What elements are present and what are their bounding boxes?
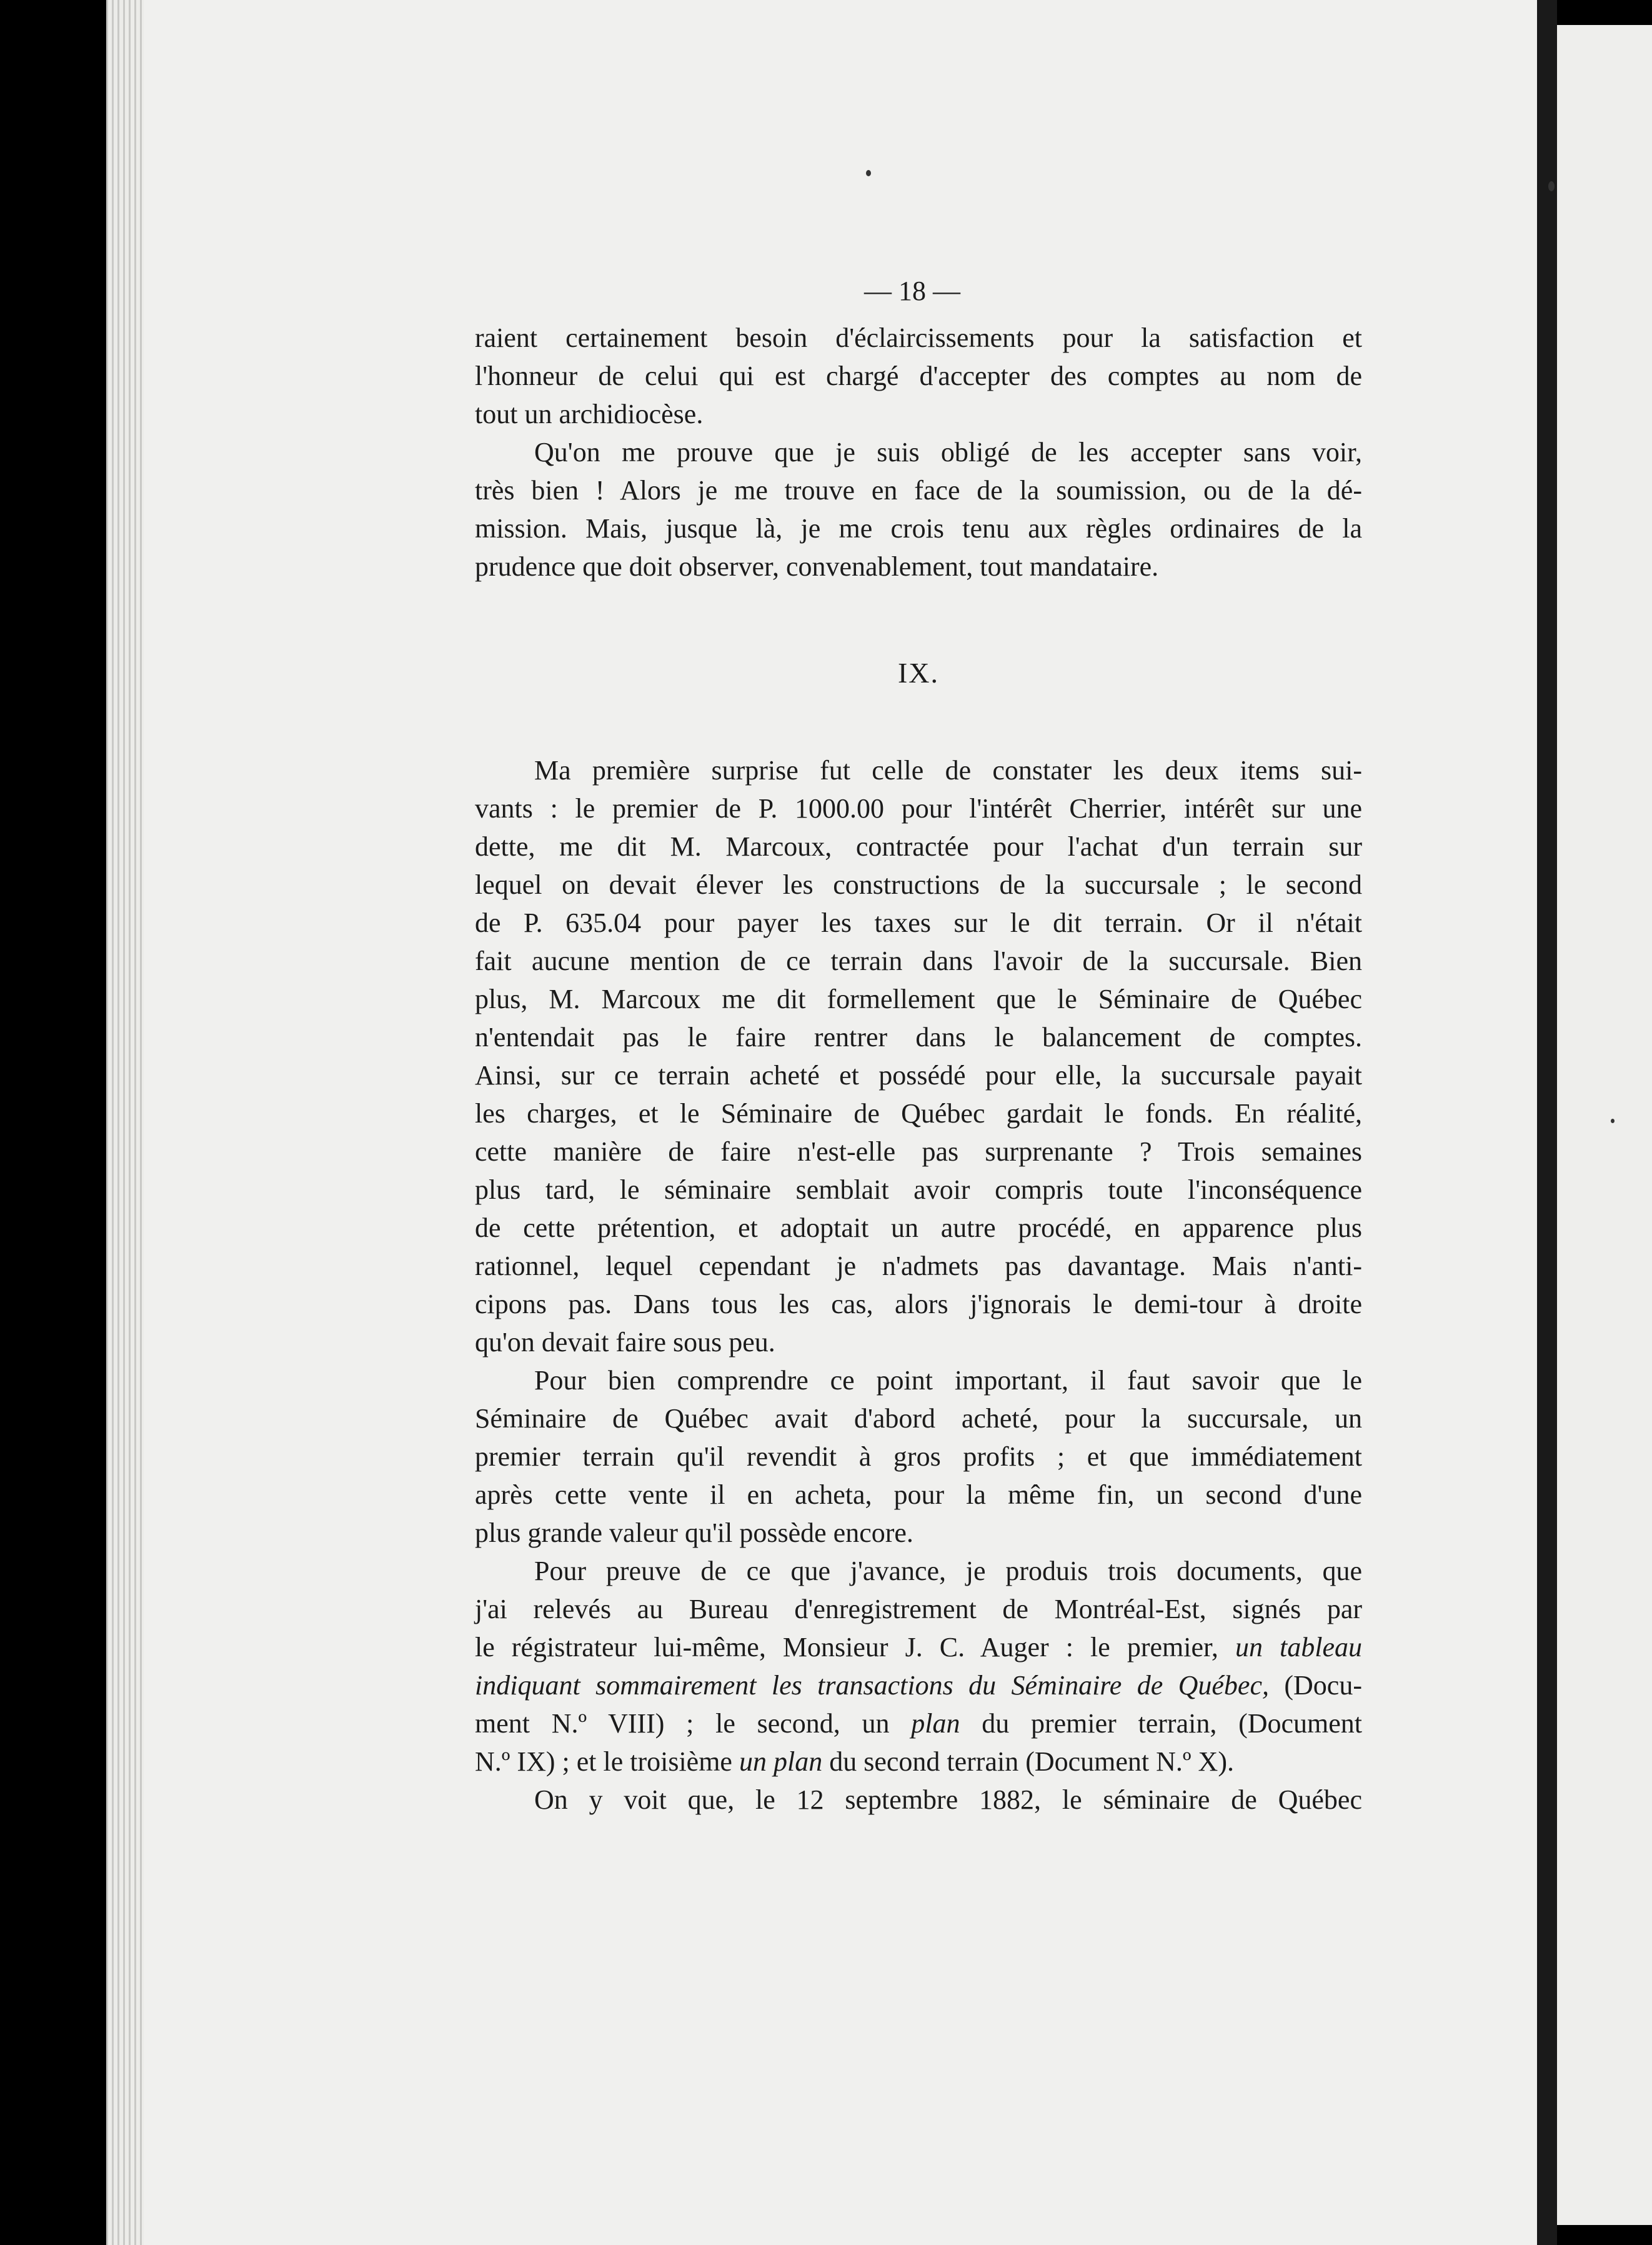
page-edge-stack: [106, 0, 144, 2245]
text-line: Ainsi, sur ce terrain acheté et possédé pour elle, la succursale payait: [475, 1060, 1362, 1091]
text-line: plus grande valeur qu'il possède encore.: [475, 1518, 913, 1548]
ink-speck: [1548, 181, 1555, 191]
page-number: — 18 —: [864, 276, 960, 306]
italic-word: un plan: [739, 1746, 823, 1777]
text-run: le régistrateur lui-même, Monsieur J. C. Auger : le premier,: [475, 1632, 1235, 1662]
text-line: [475, 1742, 1362, 1781]
text-line: tout un archidiocèse.: [475, 399, 704, 429]
italic-word: plan: [911, 1708, 960, 1739]
text-line: cipons pas. Dans tous les cas, alors j'ignorais le demi-tour à droite: [475, 1289, 1362, 1319]
italic-title: indiquant sommairement les transactions du Séminaire de Québec,: [475, 1670, 1269, 1701]
book-gutter: [1537, 0, 1557, 2245]
text-run: du premier terrain, (Document: [960, 1708, 1363, 1739]
text-line: Séminaire de Québec avait d'abord acheté, pour la succursale, un: [475, 1403, 1362, 1434]
text-line: cette manière de faire n'est-elle pas surprenante ? Trois semaines: [475, 1136, 1362, 1167]
text-line: de P. 635.04 pour payer les taxes sur le dit terrain. Or il n'était: [475, 908, 1362, 938]
text-line: lequel on devait élever les constructions de la succursale ; le second: [475, 869, 1362, 900]
text-line: raient certainement besoin d'éclaircissements pour la satisfaction et: [475, 322, 1362, 353]
text-run: (Docu-: [1268, 1670, 1362, 1701]
text-line: n'entendait pas le faire rentrer dans le balancement de comptes.: [475, 1022, 1362, 1052]
text-line: l'honneur de celui qui est chargé d'accepter des comptes au nom de: [475, 361, 1362, 391]
text-line: Ma première surprise fut celle de constater les deux items sui-: [534, 755, 1362, 786]
text-line: de cette prétention, et adoptait un autre procédé, en apparence plus: [475, 1212, 1362, 1243]
text-line: après cette vente il en acheta, pour la même fin, un second d'une: [475, 1479, 1362, 1510]
text-line: premier terrain qu'il revendit à gros profits ; et que immédiatement: [475, 1441, 1362, 1472]
paragraph-4: [475, 1361, 1362, 1552]
text-line: dette, me dit M. Marcoux, contractée pour l'achat d'un terrain sur: [475, 831, 1362, 862]
text-run: N.º IX) ; et le troisième: [475, 1746, 739, 1777]
text-line: On y voit que, le 12 septembre 1882, le séminaire de Québec: [534, 1784, 1362, 1815]
paragraph-1: [475, 319, 1362, 433]
text-line: Qu'on me prouve que je suis obligé de les accepter sans voir,: [534, 437, 1362, 468]
text-line: j'ai relevés au Bureau d'enregistrement de Montréal-Est, signés par: [475, 1594, 1362, 1624]
text-line: [475, 1666, 1362, 1704]
text-line: plus, M. Marcoux me dit formellement que le Séminaire de Québec: [475, 984, 1362, 1014]
text-run: ment N.º VIII) ; le second, un: [475, 1708, 912, 1739]
section-heading: IX.: [897, 657, 940, 689]
paragraph-5: [475, 1552, 1362, 1781]
text-line: les charges, et le Séminaire de Québec gardait le fonds. En réalité,: [475, 1098, 1362, 1129]
text-line: rationnel, lequel cependant je n'admets pas davantage. Mais n'anti-: [475, 1251, 1362, 1281]
text-line: prudence que doit observer, convenablement, tout mandataire.: [475, 551, 1159, 582]
text-line: mission. Mais, jusque là, je me crois tenu aux règles ordinaires de la: [475, 513, 1362, 544]
paragraph-3: [475, 751, 1362, 1361]
text-line: plus tard, le séminaire semblait avoir compris toute l'inconséquence: [475, 1174, 1362, 1205]
text-line: Pour bien comprendre ce point important, il faut savoir que le: [534, 1365, 1362, 1396]
text-line: vants : le premier de P. 1000.00 pour l'intérêt Cherrier, intérêt sur une: [475, 793, 1362, 824]
text-line: très bien ! Alors je me trouve en face de la soumission, ou de la dé-: [475, 475, 1362, 506]
text-line: qu'on devait faire sous peu.: [475, 1327, 775, 1358]
paragraph-6: [475, 1781, 1362, 1819]
facing-page-edge: [1557, 25, 1652, 2225]
paragraph-2: [475, 433, 1362, 586]
body-text: [475, 275, 1362, 1819]
text-line: [475, 1704, 1362, 1742]
text-line: Pour preuve de ce que j'avance, je produis trois documents, que: [534, 1556, 1362, 1586]
text-run: du second terrain (Document N.º X).: [822, 1746, 1234, 1777]
ink-speck: [1611, 1119, 1615, 1123]
text-line: fait aucune mention de ce terrain dans l'avoir de la succursale. Bien: [475, 946, 1362, 976]
ink-speck: [866, 170, 871, 176]
italic-title: un tableau: [1235, 1632, 1363, 1662]
text-line: [475, 1628, 1362, 1666]
